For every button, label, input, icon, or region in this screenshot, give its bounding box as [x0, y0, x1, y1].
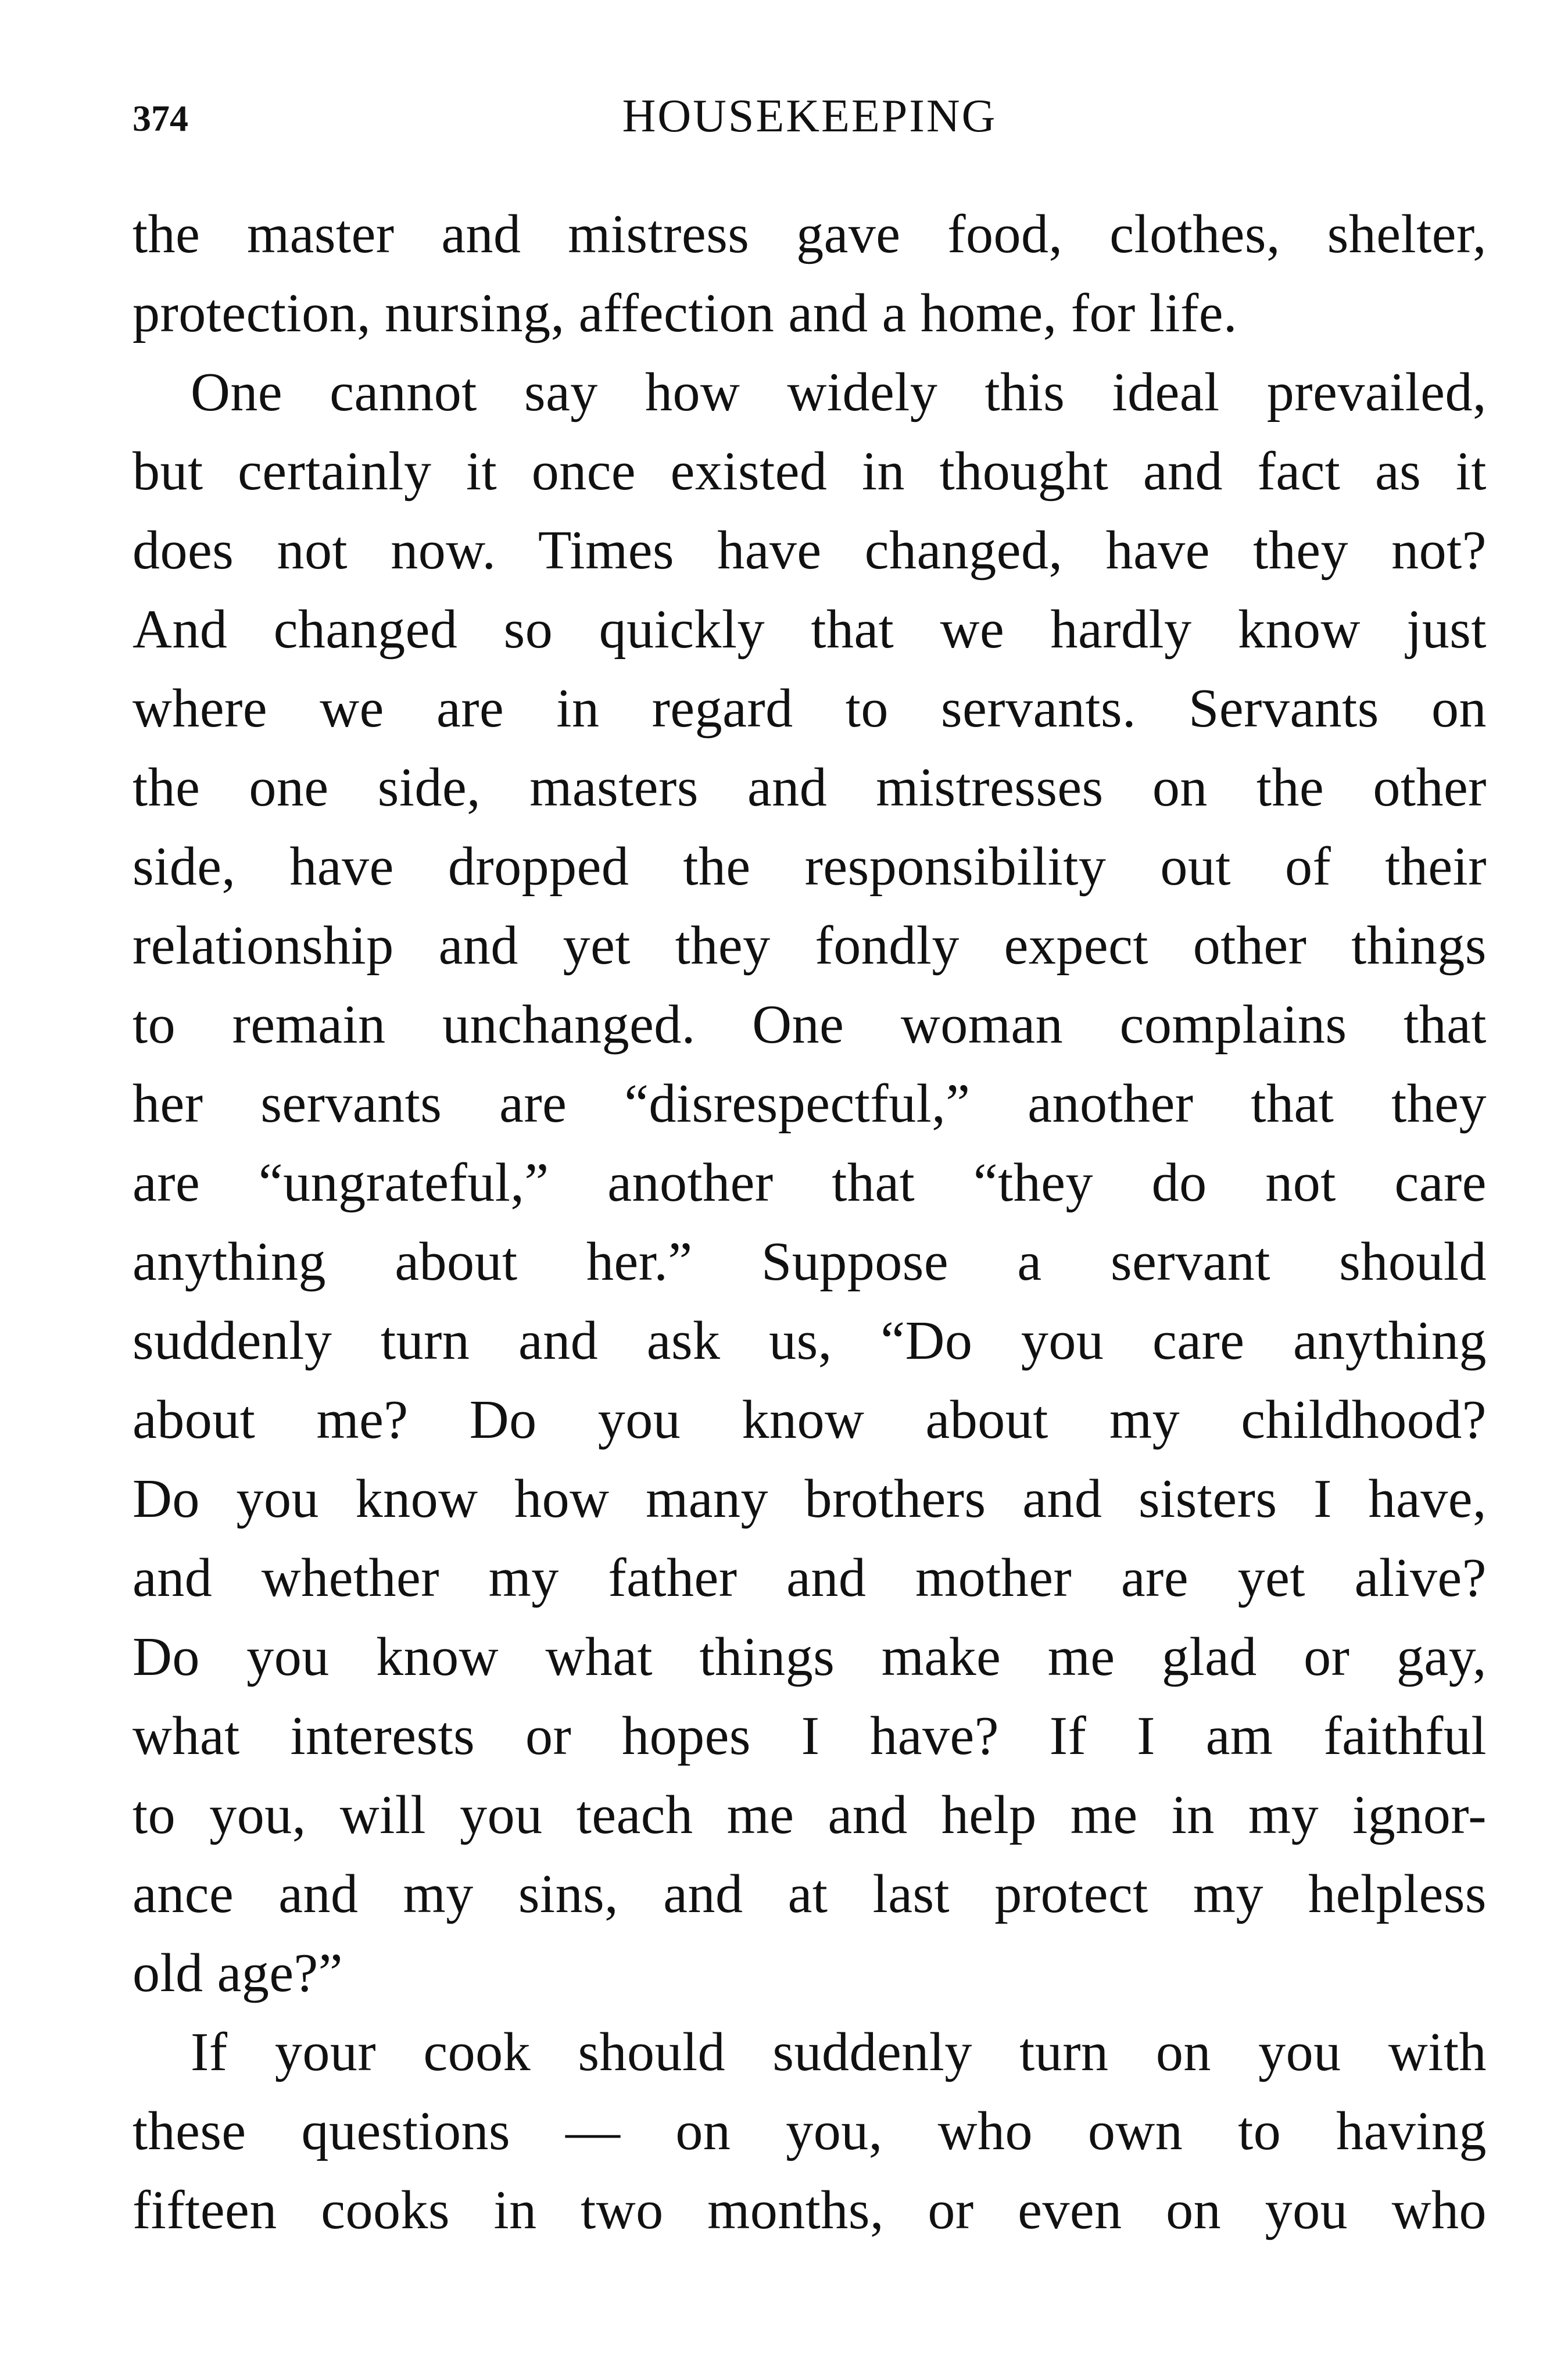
text-line: where we are in regard to servants. Servants on [133, 678, 1487, 739]
text-line: fifteen cooks in two months, or even on you who [133, 2180, 1487, 2240]
text-line: old age?” [133, 1943, 343, 2003]
text-line: to you, will you teach me and help me in my ignor- [133, 1785, 1487, 1845]
text-line: and whether my father and mother are yet alive? [133, 1548, 1487, 1608]
text-line: One cannot say how widely this ideal prevailed, [191, 362, 1487, 423]
text-line: are “ungrateful,” another that “they do not care [133, 1152, 1487, 1213]
text-line: about me? Do you know about my childhood? [133, 1390, 1487, 1450]
text-line: If your cook should suddenly turn on you with [191, 2022, 1487, 2082]
text-line: to remain unchanged. One woman complains that [133, 994, 1487, 1055]
text-line: Do you know how many brothers and sisters I have, [133, 1469, 1487, 1529]
text-line: side, have dropped the responsibility out of their [133, 836, 1487, 897]
text-line: the one side, masters and mistresses on the other [133, 757, 1487, 818]
text-line: relationship and yet they fondly expect other things [133, 915, 1487, 976]
text-line: but certainly it once existed in thought and fact as it [133, 441, 1487, 502]
text-line: Do you know what things make me glad or gay, [133, 1627, 1487, 1687]
text-line: does not now. Times have changed, have they not? [133, 520, 1487, 581]
page-header [133, 93, 1487, 157]
text-line: the master and mistress gave food, clothes, shelter, [133, 204, 1487, 264]
page-number: 374 [133, 98, 188, 139]
text-line: these questions — on you, who own to having [133, 2101, 1487, 2161]
body-text [133, 195, 1487, 2250]
text-line: suddenly turn and ask us, “Do you care anything [133, 1311, 1487, 1371]
text-line: ance and my sins, and at last protect my helpless [133, 1864, 1487, 1924]
text-line: anything about her.” Suppose a servant should [133, 1232, 1487, 1292]
text-line: And changed so quickly that we hardly know just [133, 599, 1487, 660]
text-line: her servants are “disrespectful,” another that they [133, 1073, 1487, 1134]
text-line: what interests or hopes I have? If I am faithful [133, 1706, 1487, 1766]
text-line: protection, nursing, affection and a home, for life. [133, 283, 1238, 343]
running-head: HOUSEKEEPING [622, 91, 997, 142]
